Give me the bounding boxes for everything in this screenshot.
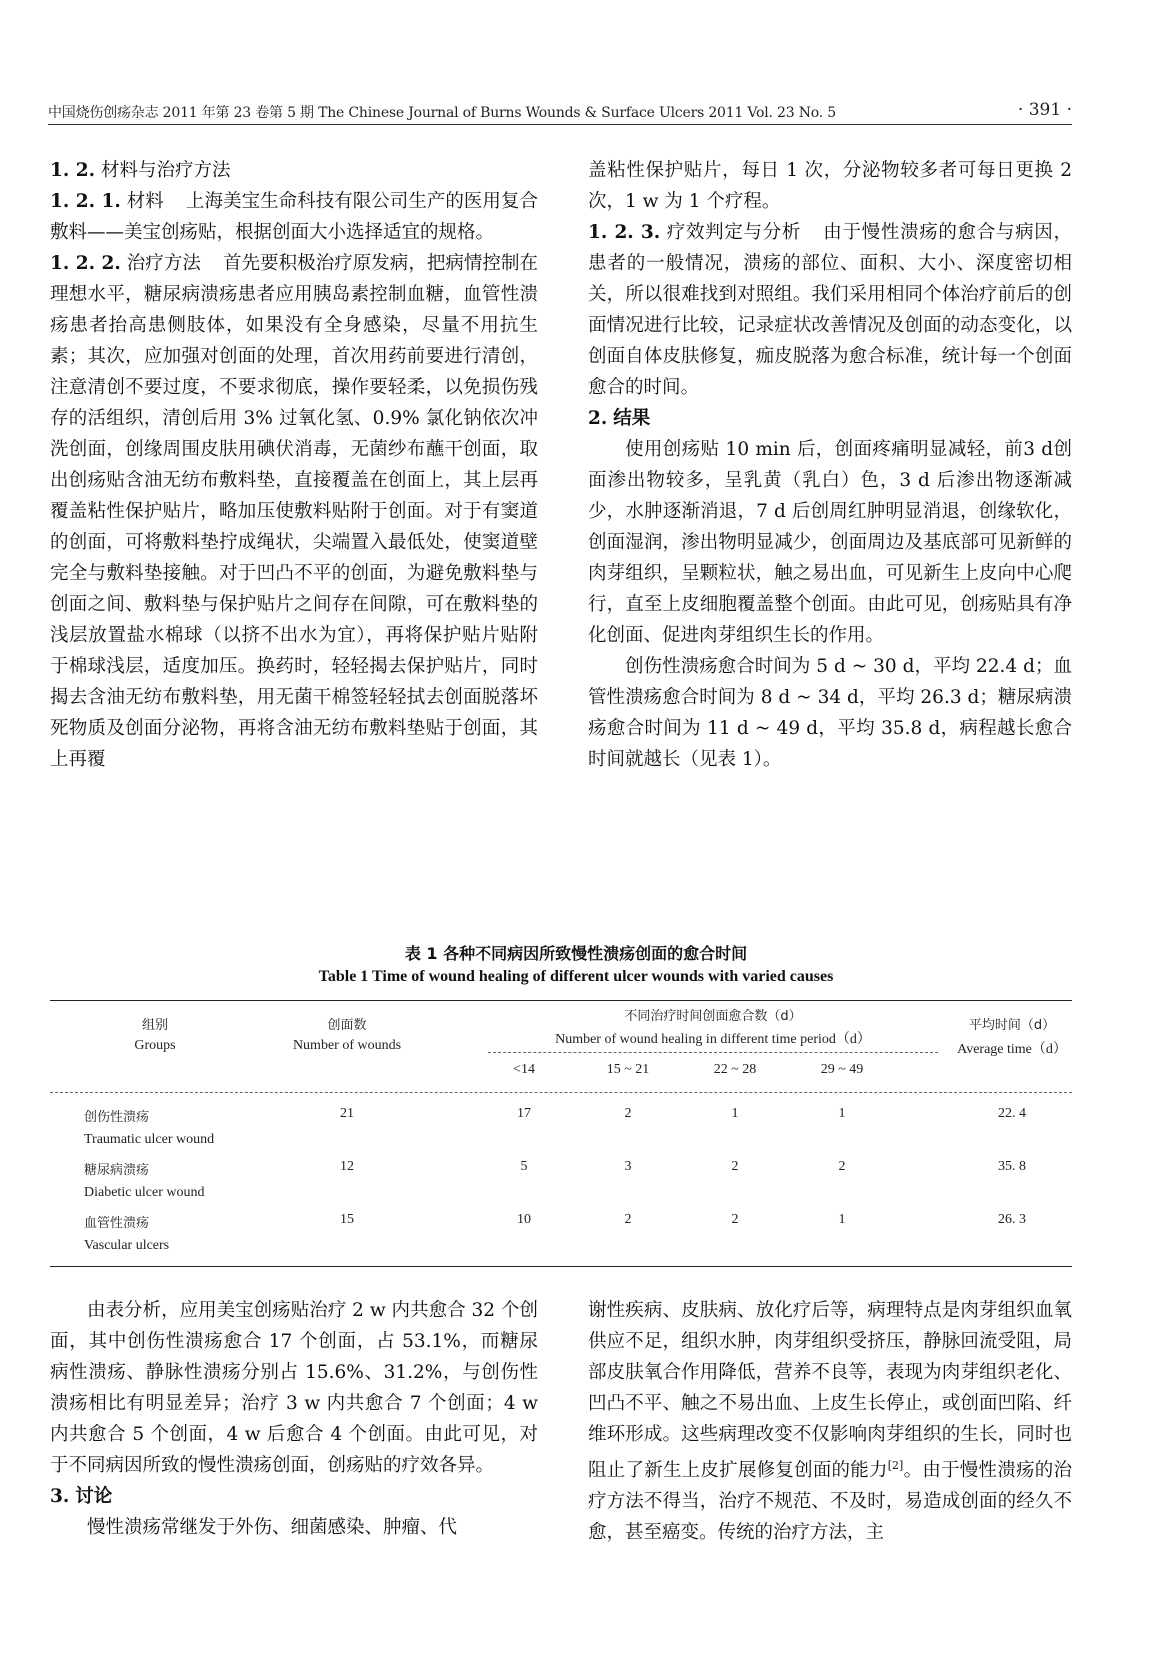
section-1-2-heading: 1. 2. 材料与治疗方法	[50, 160, 231, 181]
results-paragraph-1: 使用创疡贴 10 min 后，创面疼痛明显减轻，前3 d创面渗出物较多，呈乳黄（乳白）色，3 d 后渗出物逐渐减少，水肿逐渐消退，7 d 后创周红肿明显消退，创缘软化，创面湿润，渗出物明显减少，创面周边及基底部可见新鲜的肉芽组织，呈颗粒状，触之易出血，可见新生上皮向中心爬行，直至上皮细胞覆盖整个创面。由此可见，创疡贴具有净化创面、促进肉芽组织生长的作用。	[588, 439, 1072, 646]
col-header-period-1: <14	[513, 1062, 535, 1077]
left-column-top	[50, 155, 538, 775]
col-header-group-en: Groups	[134, 1038, 176, 1053]
table-row-2-p2: 3	[624, 1159, 632, 1174]
results-paragraph-2: 创伤性溃疡愈合时间为 5 d ~ 30 d，平均 22.4 d；血管性溃疡愈合时间为 8 d ~ 34 d，平均 26.3 d；糖尿病溃疡愈合时间为 11 d ~ 49 d，平均 35.8 d，病程越长愈合时间就越长（见表 1）。	[588, 656, 1072, 770]
table-row-3-p1: 10	[517, 1212, 531, 1227]
section-1-2-2: 1. 2. 2. 治疗方法 首先要积极治疗原发病，把病情控制在理想水平，糖尿病溃疡患者应用胰岛素控制血糖，血管性溃疡患者抬高患侧肢体，如果没有全身感染，尽量不用抗生素；其次，应加强对创面的处理，首次用药前要进行清创，注意清创不要过度，不要求彻底，操作要轻柔，以免损伤残存的活组织，清创后用 3% 过氧化氢、0.9% 氯化钠依次冲洗创面，创缘周围皮肤用碘伏消毒，无菌纱布蘸干创面，取出创疡贴含油无纺布敷料垫，直接覆盖在创面上，其上层再覆盖粘性保护贴片，略加压使敷料贴附于创面。对于有窦道的创面，可将敷料垫拧成绳状，尖端置入最低处，使窦道壁完全与敷料垫接触。对于凹凸不平的创面，为避免敷料垫与创面之间、敷料垫与保护贴片之间存在间隙，可在敷料垫的浅层放置盐水棉球（以挤不出水为宜），再将保护贴片贴附于棉球浅层，适度加压。换药时，轻轻揭去保护贴片，同时揭去含油无纺布敷料垫，用无菌干棉签轻轻拭去创面脱落坏死物质及创面分泌物，再将含油无纺布敷料垫贴于创面，其上再覆	[50, 253, 538, 770]
col-header-group-cn: 组别	[141, 1018, 169, 1033]
right-column-top	[588, 155, 1072, 775]
table-caption-cn: 表 1 各种不同病因所致慢性溃疡创面的愈合时间	[404, 944, 748, 963]
col-header-wounds-en: Number of wounds	[292, 1038, 402, 1053]
table-row-2-wounds: 12	[340, 1159, 354, 1174]
left-column-bottom	[50, 1295, 538, 1543]
table-row-2-avg: 35. 8	[998, 1159, 1026, 1174]
section-2-heading: 2. 结果	[588, 408, 651, 429]
table-row-3-p4: 1	[838, 1212, 846, 1227]
table-row-3-p3: 2	[731, 1212, 739, 1227]
table-row-3-avg: 26. 3	[998, 1212, 1026, 1227]
col-header-period-en: Number of wound healing in different time period（d）	[555, 1032, 871, 1047]
table-row-1-p1: 17	[517, 1106, 531, 1121]
table-row-2-group-en: Diabetic ulcer wound	[84, 1185, 205, 1200]
table-caption-en: Table 1 Time of wound healing of different ulcer wounds with varied causes	[318, 968, 834, 985]
discussion-paragraph: 慢性溃疡常继发于外伤、细菌感染、肿瘤、代	[87, 1517, 458, 1538]
section-3-heading: 3. 讨论	[50, 1486, 113, 1507]
table-row-3-group-cn: 血管性溃疡	[84, 1216, 150, 1231]
col-header-period-2: 15 ~ 21	[606, 1062, 650, 1077]
table-sub-rule	[488, 1052, 938, 1053]
table-row-2-p4: 2	[838, 1159, 846, 1174]
data-table	[50, 1000, 1072, 1268]
table-bottom-rule	[50, 1266, 1072, 1267]
right-column-bottom	[588, 1295, 1072, 1548]
col-header-period-3: 22 ~ 28	[713, 1062, 757, 1077]
analysis-paragraph: 由表分析，应用美宝创疡贴治疗 2 w 内共愈合 32 个创面，其中创伤性溃疡愈合 17 个创面，占 53.1%，而糖尿病性溃疡、静脉性溃疡分别占 15.6%、31.2%，与创伤性溃疡相比有明显差异；治疗 3 w 内共愈合 7 个创面；4 w 内共愈合 5 个创面，4 w 后愈合 4 个创面。由此可见，对于不同病因所致的慢性溃疡创面，创疡贴的疗效各异。	[50, 1300, 538, 1476]
table-top-rule	[50, 1000, 1072, 1001]
table-row-1-wounds: 21	[340, 1106, 354, 1121]
journal-title: 中国烧伤创疡杂志 2011 年第 23 卷第 5 期 The Chinese Journal of Burns Wounds & Surface Ulcers 2011 Vol. 23 No. 5	[48, 105, 836, 121]
col-header-avg-cn: 平均时间（d）	[968, 1018, 1056, 1033]
table-row-1-p3: 1	[731, 1106, 739, 1121]
table-row-1-group-cn: 创伤性溃疡	[84, 1110, 150, 1125]
citation-ref: [2]	[887, 1459, 904, 1472]
table-row-1-group-en: Traumatic ulcer wound	[84, 1132, 215, 1147]
col-header-avg-en: Average time（d）	[957, 1042, 1067, 1057]
table-row-1-avg: 22. 4	[998, 1106, 1026, 1121]
table-row-3-wounds: 15	[340, 1212, 354, 1227]
discussion-continued: 谢性疾病、皮肤病、放化疗后等，病理特点是肉芽组织血氧供应不足，组织水肿，肉芽组织受挤压，静脉回流受阻，局部皮肤氧合作用降低，营养不良等，表现为肉芽组织老化、凹凸不平、触之不易出血、上皮生长停止，或创面凹陷、纤维环形成。这些病理改变不仅影响肉芽组织的生长，同时也阻止了新生上皮扩展修复创面的能力[2]。由于慢性溃疡的治疗方法不得当，治疗不规范、不及时，易造成创面的经久不愈，甚至癌变。传统的治疗方法，主	[588, 1300, 1072, 1544]
running-header	[48, 100, 1072, 125]
table-header-rule	[50, 1092, 1072, 1093]
table-row-2-p3: 2	[731, 1159, 739, 1174]
continued-paragraph: 盖粘性保护贴片，每日 1 次，分泌物较多者可每日更换 2 次，1 w 为 1 个疗程。	[588, 160, 1072, 212]
col-header-period-4: 29 ~ 49	[820, 1062, 864, 1077]
table-row-1-p2: 2	[624, 1106, 632, 1121]
table-row-2-p1: 5	[520, 1159, 528, 1174]
page-number: · 391 ·	[1017, 100, 1072, 120]
table-row-3-group-en: Vascular ulcers	[84, 1238, 170, 1253]
col-header-period-cn: 不同治疗时间创面愈合数（d）	[624, 1009, 802, 1024]
table-row-3-p2: 2	[624, 1212, 632, 1227]
table-row-1-p4: 1	[838, 1106, 846, 1121]
section-1-2-3: 1. 2. 3. 疗效判定与分析 由于慢性溃疡的愈合与病因，患者的一般情况，溃疡的部位、面积、大小、深度密切相关，所以很难找到对照组。我们采用相同个体治疗前后的创面情况进行比较，记录症状改善情况及创面的动态变化，以创面自体皮肤修复，痂皮脱落为愈合标准，统计每一个创面愈合的时间。	[588, 222, 1072, 398]
col-header-wounds-cn: 创面数	[327, 1018, 367, 1033]
section-1-2-1: 1. 2. 1. 材料 上海美宝生命科技有限公司生产的医用复合敷料——美宝创疡贴，根据创面大小选择适宜的规格。	[50, 191, 538, 243]
table-row-2-group-cn: 糖尿病溃疡	[84, 1163, 150, 1178]
